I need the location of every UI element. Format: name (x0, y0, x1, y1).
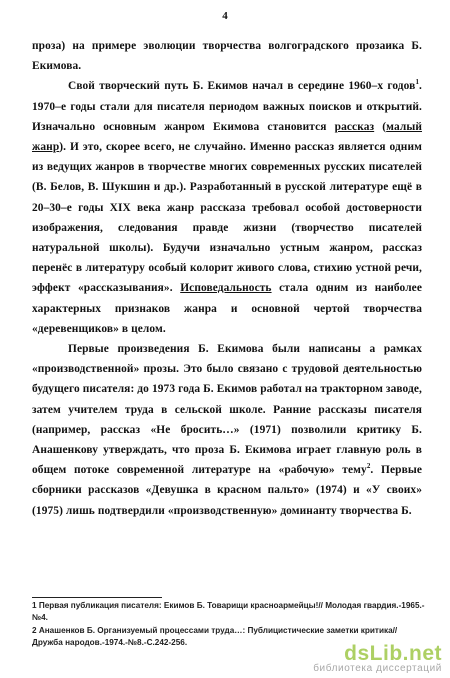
page-number: 4 (222, 10, 228, 22)
watermark-logo (313, 642, 442, 674)
footnote-1: 1 Первая публикация писателя: Екимов Б. Товарищи красноармейцы!// Молодая гвардия.-1965.-№4. (32, 601, 425, 623)
paragraph-3: Первые произведения Б. Екимова были написаны а рамках «производственной» прозы. Это было связано с трудовой деятельностью будущего писателя: до 1973 года Б. Екимов работал на тракторном заводе, затем учителем труда в сельской школе. Ранние рассказы писателя (например, рассказ «Не бросить…» (1971) позволили критику Б. Анашенкову утверждать, что проза Б. Екимова играет главную роль в общем потоке современной литературе на «рабочую» тему$^2$. Первые сборники рассказов «Девушка в красном пальто» (1974) и «У своих» (1975) лишь подтвердили «производственную» доминанту творчества Б. (32, 343, 422, 517)
footnote-ref-2: 2 (366, 462, 371, 471)
underlined-term-maly-zhanr: малый жанр (32, 120, 422, 154)
paragraph-2: Свой творческий путь Б. Екимов начал в середине 1960–х годов$^1$. 1970–е годы стали для писателя периодом важных поисков и открытий. Изначально основным жанром Екимова становится рассказ (малый жанр). И это, скорее всего, не случайно. Именно рассказ является одним из ведущих жанров в творчестве многих современных русских писателей (В. Белов, В. Шукшин и др.). Разработанный в русской литературе ещё в 20–30–е годы XIX века жанр рассказа требовал особой достоверности изображения, следования правде жизни (творчество писателей натуральной школы). Будучи изначально устным жанром, рассказ перенёс в литературу особый колорит живого слова, стихию устной речи, эффект «рассказывания». Исповедальность стала одним из наиболее характерных признаков жанра и основной чертой творчества «деревенщиков» в целом. (32, 78, 422, 335)
main-text (32, 36, 422, 521)
underlined-term-rasskaz: рассказ (334, 120, 375, 133)
footnote-2: 2 Анашенков Б. Организуемый процессами труда…: Публицистические заметки критика// Дружба народов.-1974.-№8.-С.242-256. (32, 625, 398, 647)
paragraph-1: проза) на примере эволюции творчества волгоградского прозаика Б. Екимова. (32, 40, 422, 73)
footnote-separator (32, 597, 162, 598)
watermark-brand: dsLib.net (344, 642, 442, 665)
footnote-ref-1: 1 (415, 78, 420, 87)
watermark-subtitle: библиотека диссертаций (313, 663, 442, 674)
underlined-term-ispovedalnost: Исповедальность (180, 282, 272, 295)
